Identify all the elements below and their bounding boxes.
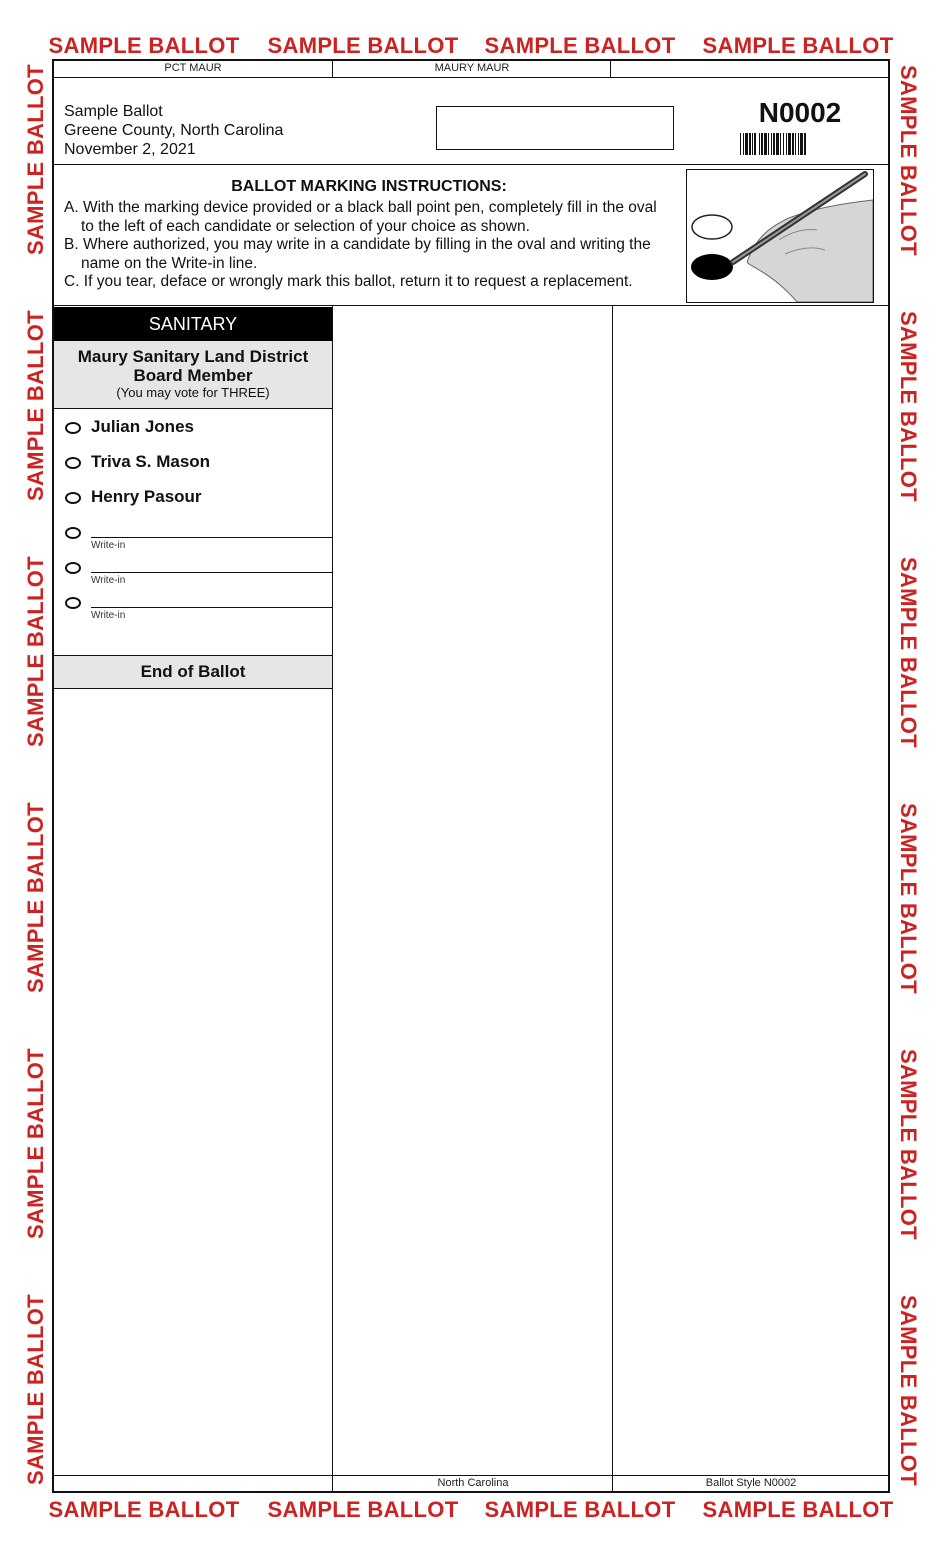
write-in-label: Write-in — [91, 540, 126, 551]
divider — [54, 164, 888, 165]
vote-oval[interactable] — [65, 597, 81, 609]
watermark-bottom-3: SAMPLE BALLOT — [484, 1497, 676, 1522]
watermark-left-6: SAMPLE BALLOT — [23, 1294, 48, 1486]
write-in-label: Write-in — [91, 575, 126, 586]
marking-example-illustration — [686, 169, 874, 303]
watermark-left-3: SAMPLE BALLOT — [23, 556, 48, 748]
watermark-bottom-1: SAMPLE BALLOT — [48, 1497, 240, 1522]
watermark-right-3: SAMPLE BALLOT — [896, 556, 921, 748]
watermark-right-5: SAMPLE BALLOT — [896, 1048, 921, 1240]
candidate-name: Julian Jones — [91, 417, 194, 436]
divider — [54, 1475, 888, 1476]
ballot-frame — [52, 59, 890, 1493]
write-in-line[interactable] — [91, 607, 332, 608]
vote-oval[interactable] — [65, 422, 81, 434]
write-in-label: Write-in — [91, 610, 126, 621]
end-of-ballot: End of Ballot — [54, 655, 332, 689]
vote-oval[interactable] — [65, 457, 81, 469]
column-divider-2 — [612, 305, 613, 1491]
instructions — [64, 199, 664, 292]
contest-title-line1: Maury Sanitary Land District — [77, 347, 309, 366]
candidate-name: Triva S. Mason — [91, 452, 211, 471]
watermark-left-2: SAMPLE BALLOT — [23, 310, 48, 502]
watermark-left-5: SAMPLE BALLOT — [23, 1048, 48, 1240]
instruction-a: A. With the marking device provided or a black ball point pen, completely fill in the oval to the left of each candidate or selection of your choice as shown. — [64, 199, 657, 235]
ballot-code: N0002 — [758, 97, 842, 128]
watermark-left-1: SAMPLE BALLOT — [23, 64, 48, 256]
column-divider-1 — [332, 305, 333, 1491]
divider — [610, 61, 611, 77]
filled-oval-example — [691, 254, 733, 280]
district-label: MAURY MAUR — [434, 62, 510, 74]
election-date: November 2, 2021 — [64, 141, 196, 158]
instructions-title: BALLOT MARKING INSTRUCTIONS: — [231, 178, 507, 195]
watermark-right-1: SAMPLE BALLOT — [896, 64, 921, 256]
footer-ballot-style: Ballot Style N0002 — [705, 1477, 797, 1489]
ballot-title: Sample Ballot — [64, 103, 163, 120]
instruction-b: B. Where authorized, you may write in a candidate by filling in the oval and writing the name on the Write-in line. — [64, 236, 651, 272]
instruction-c: C. If you tear, deface or wrongly mark this ballot, return it to request a replacement. — [64, 273, 633, 290]
watermark-bottom-2: SAMPLE BALLOT — [267, 1497, 459, 1522]
write-in-line[interactable] — [91, 572, 332, 573]
divider — [54, 77, 888, 78]
vote-for-instruction: (You may vote for THREE) — [116, 385, 270, 400]
watermark-right-4: SAMPLE BALLOT — [896, 802, 921, 994]
watermark-top-4: SAMPLE BALLOT — [702, 33, 894, 58]
precinct-label: PCT MAUR — [164, 62, 222, 74]
empty-oval-example — [692, 215, 732, 239]
candidate-name: Henry Pasour — [91, 487, 202, 506]
watermark-right-2: SAMPLE BALLOT — [896, 310, 921, 502]
barcode — [740, 133, 852, 155]
county-name: Greene County, North Carolina — [64, 122, 284, 139]
vote-oval[interactable] — [65, 492, 81, 504]
blank-id-box — [436, 106, 674, 150]
watermark-bottom-4: SAMPLE BALLOT — [702, 1497, 894, 1522]
hand-icon — [747, 200, 873, 302]
vote-oval[interactable] — [65, 527, 81, 539]
watermark-right-6: SAMPLE BALLOT — [896, 1294, 921, 1486]
footer-state: North Carolina — [437, 1477, 509, 1489]
watermark-top-3: SAMPLE BALLOT — [484, 33, 676, 58]
write-in-line[interactable] — [91, 537, 332, 538]
watermark-top-2: SAMPLE BALLOT — [267, 33, 459, 58]
ballot-header — [64, 102, 283, 159]
divider — [332, 61, 333, 77]
contest-title-line2: Board Member — [133, 366, 253, 385]
divider — [54, 305, 888, 306]
watermark-left-4: SAMPLE BALLOT — [23, 802, 48, 994]
section-header: SANITARY — [54, 307, 332, 341]
watermark-top-1: SAMPLE BALLOT — [48, 33, 240, 58]
contest-header — [54, 341, 332, 409]
vote-oval[interactable] — [65, 562, 81, 574]
